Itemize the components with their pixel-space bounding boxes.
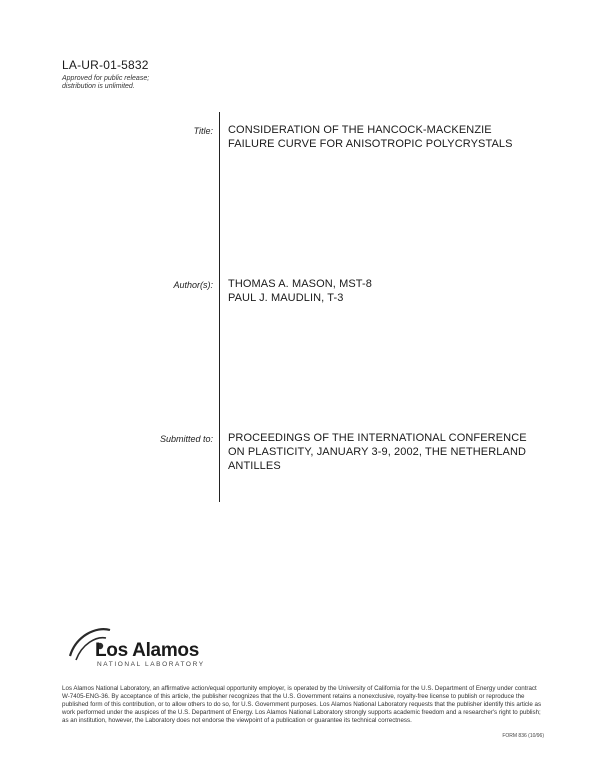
submitted-label: Submitted to: — [159, 434, 213, 444]
release-note — [62, 75, 149, 91]
form-number: FORM 836 (10/96) — [502, 733, 544, 739]
release-line-2: distribution is unlimited. — [62, 83, 135, 90]
disclaimer-text: Los Alamos National Laboratory, an affirmative action/equal opportunity employer, is operated by the University of California for the U.S. Department of Energy under contract W-7405-ENG-36. By acceptance of this article, the publisher recognizes that the U.S. Government retains a nonexclusive, royalty-free license to publish or reproduce the published form of this contribution, or to allow others to do so, for U.S. Government purposes. Los Alamos National Laboratory requests that the publisher identify this article as work performed under the auspices of the U.S. Department of Energy. Los Alamos National Laboratory strongly supports academic freedom and a researcher's right to publish; as an institution, however, the Laboratory does not endorse the viewpoint of a publication or guarantee its technical correctness. — [62, 685, 542, 724]
author-line: THOMAS A. MASON, MST-8 — [228, 278, 372, 290]
authors-label: Author(s): — [173, 280, 213, 290]
submitted-line: ON PLASTICITY, JANUARY 3-9, 2002, THE NETHERLAND — [228, 446, 527, 458]
vertical-divider — [219, 112, 220, 502]
submitted-line: PROCEEDINGS OF THE INTERNATIONAL CONFERENCE — [228, 432, 527, 444]
release-line-1: Approved for public release; — [62, 75, 150, 82]
submitted-value — [228, 431, 527, 473]
report-number: LA-UR-01-5832 — [62, 58, 149, 72]
title-line: FAILURE CURVE FOR ANISOTROPIC POLYCRYSTALS — [228, 138, 513, 150]
submitted-line: ANTILLES — [228, 460, 281, 472]
author-line: PAUL J. MAUDLIN, T-3 — [228, 292, 344, 304]
title-line: CONSIDERATION OF THE HANCOCK-MACKENZIE — [228, 124, 492, 136]
logo-subtitle: NATIONAL LABORATORY — [97, 661, 205, 668]
title-label: Title: — [193, 126, 213, 136]
logo-wordmark: Los Alamos — [95, 640, 199, 661]
authors-value — [228, 277, 372, 305]
title-value — [228, 123, 513, 151]
